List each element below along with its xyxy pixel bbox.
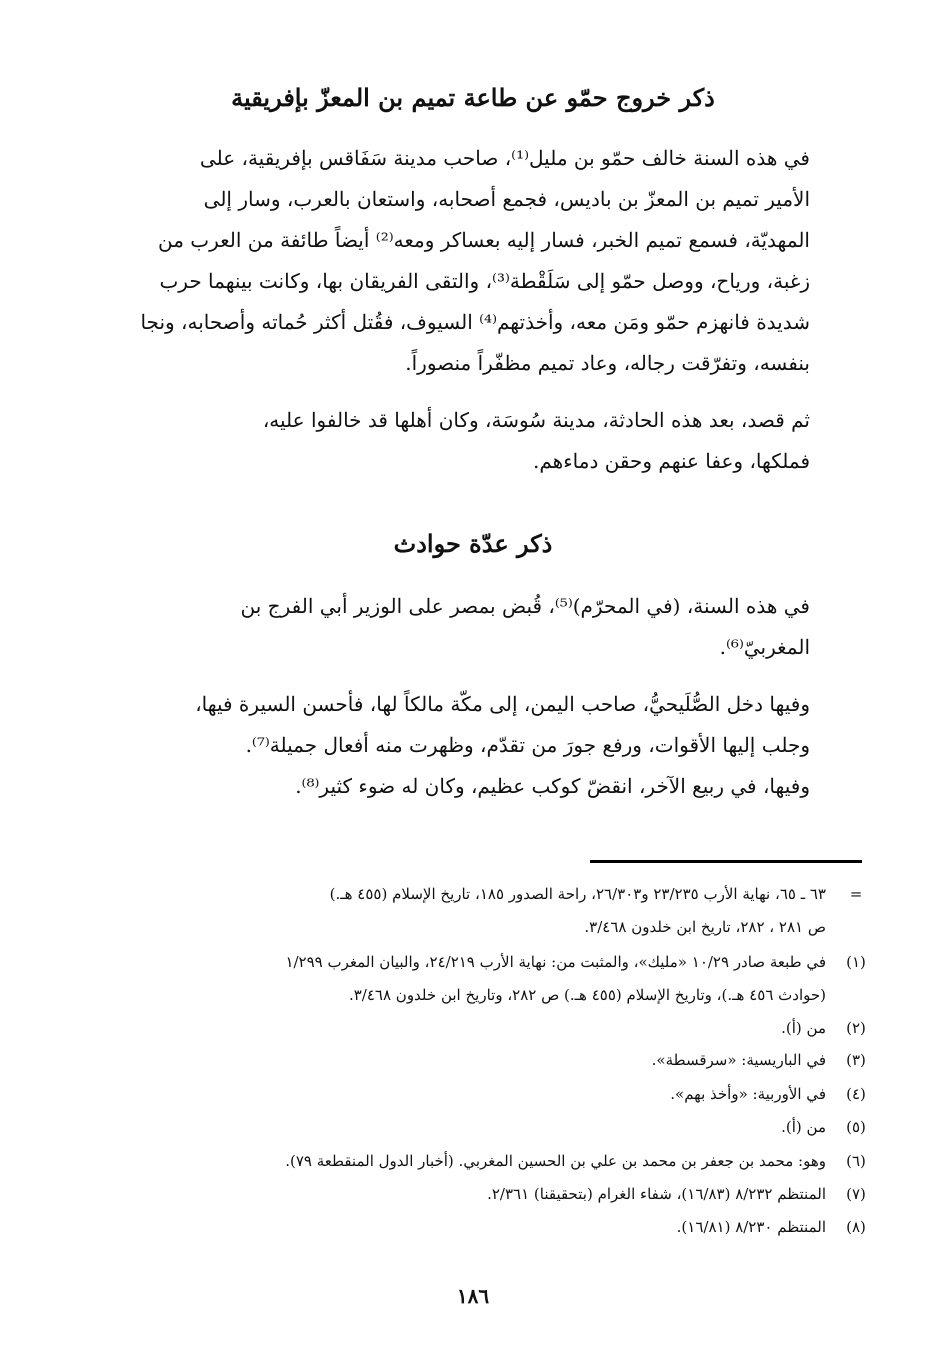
footnote-mark: (٤) (846, 1085, 866, 1103)
text-line: شديدة فانهزم حمّو ومَن معه، وأخذتهم⁽⁴⁾ السيوف، فقُتل أكثر حُماته وأصحابه، ونجا (140, 310, 810, 334)
footnote-text: من (أ). (781, 1118, 826, 1136)
footnote-2 (56, 1012, 886, 1045)
paragraph-5 (58, 766, 862, 807)
footnote-mark: (٣) (846, 1051, 866, 1069)
text-line: وفيها دخل الصُّلَيحيُّ، صاحب اليمن، إلى مكّة مالكاً لها، فأحسن السيرة فيها، (195, 692, 810, 716)
text-line: وفيها، في ربيع الآخر، انقضّ كوكب عظيم، وكان له ضوء كثير⁽⁸⁾. (295, 774, 810, 798)
footnote-separator (590, 860, 862, 863)
paragraph-4 (58, 684, 862, 766)
footnote-text: وهو: محمد بن جعفر بن محمد بن علي بن الحسين المغربي. (أخبار الدول المنقطعة ٧٩). (285, 1152, 826, 1170)
footnote-mark: = (849, 885, 863, 903)
footnote-continued (56, 878, 886, 944)
footnote-text: المنتظم ٨/٢٣٠ (١٦/٨١). (676, 1218, 826, 1236)
footnote-text: من (أ). (781, 1019, 826, 1037)
footnote-mark: (٥) (846, 1118, 866, 1136)
paragraph-1 (58, 138, 862, 384)
footnote-mark: (١) (846, 953, 866, 971)
footnote-7 (56, 1178, 886, 1211)
text-line: في هذه السنة خالف حمّو بن مليل⁽¹⁾، صاحب مدينة سَفَاقس بإفريقية، على (199, 146, 810, 170)
footnote-text: في الباريسية: «سرقسطة». (651, 1051, 826, 1069)
text-line: وجلب إليها الأقوات، ورفع جورَ من تقدّم، وظهرت منه أفعال جميلة⁽⁷⁾. (245, 733, 810, 757)
text-line: ثم قصد، بعد هذه الحادثة، مدينة سُوسَة، وكان أهلها قد خالفوا عليه، (262, 408, 810, 432)
paragraph-3 (58, 586, 862, 668)
text-line: في هذه السنة، (في المحرّم)⁽⁵⁾، قُبض بمصر على الوزير أبي الفرج بن (240, 594, 810, 618)
text-line: المغربيّ⁽⁶⁾. (719, 635, 810, 659)
footnote-5 (56, 1111, 886, 1144)
section-heading-2: ذكر عدّة حوادث (393, 529, 553, 558)
footnote-mark: (٦) (846, 1152, 866, 1170)
text-line: بنفسه، وتفرّقت رجاله، وعاد تميم مظفّراً منصوراً. (405, 351, 810, 375)
footnote-mark: (٢) (846, 1019, 866, 1037)
footnote-text: المنتظم ٨/٢٣٢ (١٦/٨٣)، شفاء الغرام (بتحقيقنا) ٢/٣٦١. (487, 1185, 826, 1203)
footnote-4 (56, 1078, 886, 1111)
footnote-text: ص ٢٨١ ، ٢٨٢، تاريخ ابن خلدون ٣/٤٦٨. (584, 918, 826, 936)
footnote-text: في الأوربية: «وأخذ بهم». (670, 1085, 826, 1103)
footnote-text: (حوادث ٤٥٦ هـ.)، وتاريخ الإسلام (٤٥٥ هـ.) ص ٢٨٢، وتاريخ ابن خلدون ٣/٤٦٨. (348, 986, 826, 1004)
footnote-3 (56, 1044, 886, 1077)
footnote-mark: (٨) (846, 1218, 866, 1236)
footnote-text: ٦٣ ـ ٦٥، نهاية الأرب ٢٣/٢٣٥ و٢٦/٣٠٣، راحة الصدور ١٨٥، تاريخ الإسلام (٤٥٥ هـ.) (329, 885, 826, 903)
footnote-mark: (٧) (846, 1185, 866, 1203)
footnote-1 (56, 946, 886, 1012)
footnote-8 (56, 1211, 886, 1244)
text-line: زغبة، ورياح، ووصل حمّو إلى سَلَقْطة⁽³⁾، والتقى الفريقان بها، وكانت بينهما حرب (159, 269, 810, 293)
page-number: ١٨٦ (456, 1284, 490, 1308)
footnote-6 (56, 1145, 886, 1178)
text-line: المهديّة، فسمع تميم الخبر، فسار إليه بعساكر ومعه⁽²⁾ أيضاً طائفة من العرب من (157, 228, 810, 252)
text-line: الأمير تميم بن المعزّ بن باديس، فجمع أصحابه، واستعان بالعرب، وسار إلى (203, 187, 810, 211)
footnote-text: في طبعة صادر ١٠/٢٩ «مليك»، والمثبت من: نهاية الأرب ٢٤/٢١٩، والبيان المغرب ١/٢٩٩ (285, 953, 826, 971)
paragraph-2 (58, 400, 862, 482)
section-heading-1: ذكر خروج حمّو عن طاعة تميم بن المعزّ بإفريقية (231, 83, 715, 112)
text-line: فملكها، وعفا عنهم وحقن دماءهم. (533, 449, 810, 473)
